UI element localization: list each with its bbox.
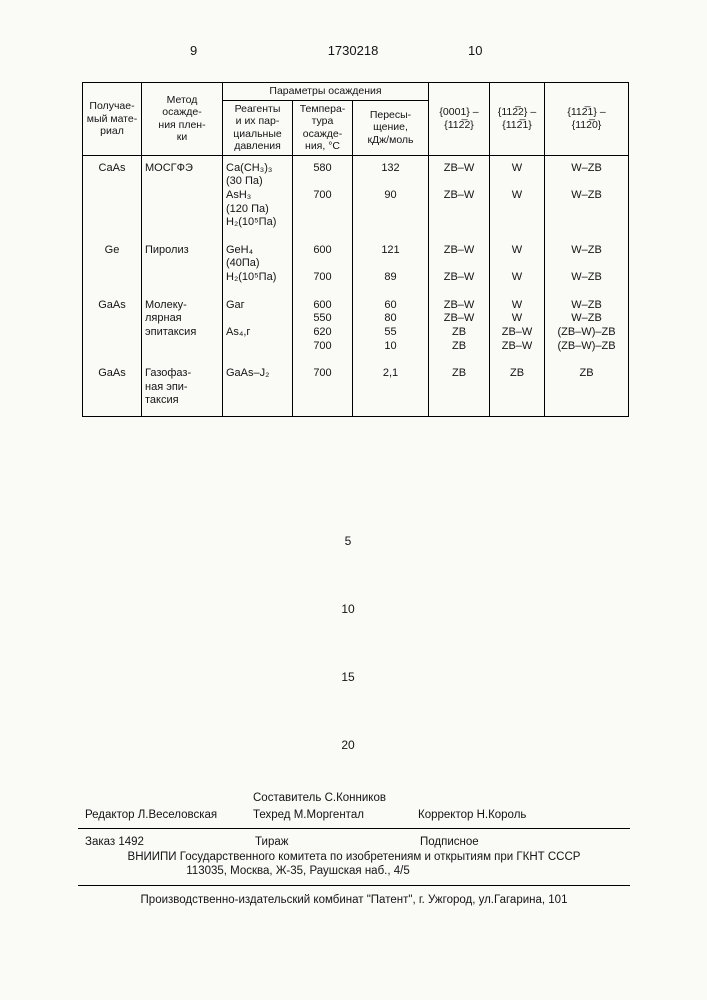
header-material: Получае- мый мате- риал — [83, 83, 142, 156]
header-planes-0001-1122: {0001} – {112̅2} — [429, 83, 490, 156]
footer-divider-bottom — [78, 885, 630, 886]
patent-number: 1730218 — [327, 43, 379, 58]
table-body-row — [83, 155, 629, 417]
footer-publisher: Производственно-издательский комбинат "Патент", г. Ужгород, ул.Гагарина, 101 — [140, 894, 568, 906]
page-number-left: 9 — [190, 43, 198, 58]
footer-divider-top — [78, 828, 630, 829]
column-planes-0001-1122 — [429, 155, 490, 417]
deposition-table — [82, 82, 629, 417]
header-planes-1121-1120: {112̅1} – {112̅0} — [545, 83, 629, 156]
column-material — [83, 155, 142, 417]
footer-order-number: Заказ 1492 — [85, 836, 144, 848]
header-reagents: Реагенты и их пар- циальные давления — [223, 100, 293, 155]
footer-tirazh: Тираж — [255, 836, 289, 848]
planes-1121-1120-values: W–ZB W–ZB W–ZB W–ZB W–ZB W–ZB (ZB–W)–ZB (ZB–W)–ZB ZB — [557, 161, 616, 380]
footer-address: 113035, Москва, Ж-35, Раушская наб., 4/5 — [186, 865, 410, 877]
supersaturation-values: 132 90 121 89 60 80 55 10 2,1 — [381, 161, 400, 380]
line-marker-5: 5 — [344, 534, 352, 548]
column-reagents — [223, 155, 293, 417]
footer-techred: Техред М.Моргентал — [253, 809, 364, 821]
footer-corrector: Корректор Н.Король — [418, 809, 527, 821]
footer-compiler: Составитель С.Конников — [253, 792, 386, 804]
planes-0001-1122-values: ZB–W ZB–W ZB–W ZB–W ZB–W ZB–W ZB ZB ZB — [443, 161, 475, 380]
column-temperature — [293, 155, 353, 417]
page-number-right: 10 — [468, 43, 483, 58]
method-values: МОСГФЭ Пиролиз Молеку- лярная эпитаксия Газофаз- ная эпи- таксия — [145, 161, 197, 407]
header-planes-1122-1121: {112̅2} – {112̅1} — [490, 83, 545, 156]
reagent-values: Са(СН₃)₃ (30 Па) AsH₃ (120 Па) Н₂(10⁵Па) GeH₄ (40Па) Н₂(10⁵Па) Gaг As₄,г GaAs–J₂ — [226, 161, 277, 380]
line-marker-20: 20 — [341, 738, 355, 752]
column-method — [142, 155, 223, 417]
line-marker-15: 15 — [341, 670, 355, 684]
material-values: CaAs Ge GaAs GaAs — [98, 161, 126, 380]
column-planes-1122-1121 — [490, 155, 545, 417]
temperature-values: 580 700 600 700 600 550 620 700 700 — [313, 161, 332, 380]
footer-editor: Редактор Л.Веселовская — [85, 809, 218, 821]
footer-podpisnoe: Подписное — [420, 836, 479, 848]
footer-committee: ВНИИПИ Государственного комитета по изобретениям и открытиям при ГКНТ СССР — [127, 851, 581, 863]
header-group-deposition-parameters: Параметры осаждения — [223, 83, 429, 101]
planes-1122-1121-values: W W W W W W ZB–W ZB–W ZB — [501, 161, 533, 380]
column-supersaturation — [353, 155, 429, 417]
line-marker-10: 10 — [341, 602, 355, 616]
header-temperature: Темпера- тура осажде- ния, °С — [293, 100, 353, 155]
header-method: Метод осажде- ния плен- ки — [142, 83, 223, 156]
deposition-table-wrap — [82, 82, 629, 417]
header-supersaturation: Пересы- щение, кДж/моль — [353, 100, 429, 155]
column-planes-1121-1120 — [545, 155, 629, 417]
